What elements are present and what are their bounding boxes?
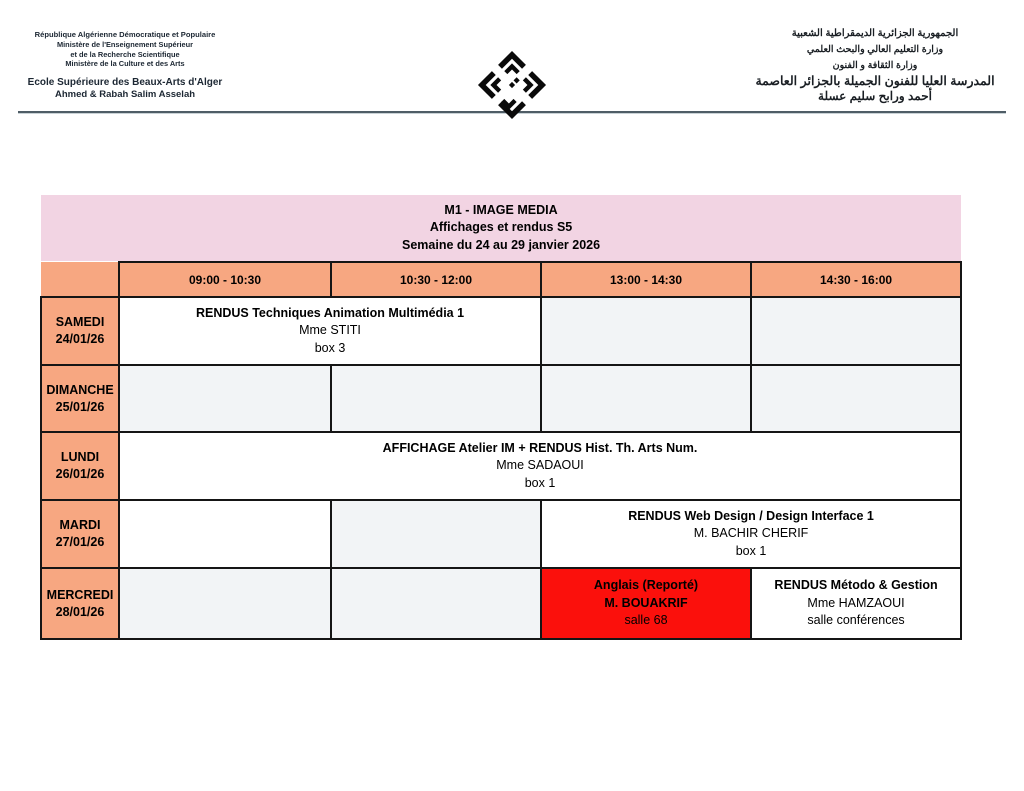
ministry-line-3: Ministère de la Culture et des Arts: [65, 59, 185, 68]
day-cell-lundi: LUNDI 26/01/26: [41, 432, 119, 500]
event-teacher: Mme SADAOUI: [496, 458, 584, 473]
day-cell-mardi: MARDI 27/01/26: [41, 500, 119, 568]
event-teacher: M. BOUAKRIF: [604, 595, 688, 610]
school-name-sub: Ahmed & Rabah Salim Asselah: [54, 88, 196, 100]
empty-cell: [331, 365, 541, 432]
ministry-line-2: et de la Recherche Scientifique: [70, 49, 180, 59]
schedule-week: Semaine du 24 au 29 janvier 2026: [402, 237, 601, 252]
ministry-line-ar-1: وزارة التعليم العالي والبحث العلمي: [806, 44, 944, 55]
republic-line: République Algérienne Démocratique et Populaire: [34, 30, 216, 39]
event-title: AFFICHAGE Atelier IM + RENDUS Hist. Th. Arts Num.: [382, 440, 698, 455]
letterhead-arabic: [742, 26, 1008, 103]
ministry-line-ar-2: وزارة الثقافة و الفنون: [832, 60, 918, 71]
event-room: salle 68: [624, 613, 668, 628]
empty-cell: [541, 297, 751, 365]
school-name-ar: المدرسة العليا للفنون الجميلة بالجزائر العاصمة: [755, 74, 995, 88]
event-title: Anglais (Reporté): [593, 578, 699, 593]
event-cell-anglais-reporte: [541, 568, 751, 639]
event-cell-rendus-animation: [119, 297, 541, 365]
school-name-sub-ar: أحمد ورابح سليم عسلة: [818, 89, 932, 103]
event-cell-rendus-metodo: [751, 568, 961, 639]
time-slot-header-3: 13:00 - 14:30: [541, 262, 751, 297]
republic-line-ar: الجمهورية الجزائرية الديمقراطية الشعبية: [791, 28, 959, 39]
letterhead-french: [25, 30, 225, 101]
schedule-title: M1 - IMAGE MEDIA: [444, 202, 558, 217]
event-room: box 3: [314, 340, 346, 355]
event-title: RENDUS Método & Gestion: [774, 578, 938, 593]
school-logo-icon: [477, 50, 547, 120]
empty-cell: [331, 500, 541, 568]
event-room: box 1: [524, 475, 556, 490]
school-name: Ecole Supérieure des Beaux-Arts d'Alger: [27, 76, 223, 88]
day-cell-dimanche: DIMANCHE 25/01/26: [41, 365, 119, 432]
empty-cell: [541, 365, 751, 432]
empty-cell: [119, 365, 331, 432]
ministry-line-1: Ministère de l'Enseignement Supérieur: [56, 40, 194, 49]
event-room: salle conférences: [807, 613, 905, 628]
empty-cell: [331, 568, 541, 639]
event-cell-affichage-atelier: [119, 432, 961, 500]
event-title: RENDUS Techniques Animation Multimédia 1: [195, 305, 465, 320]
schedule-table: [40, 195, 962, 640]
schedule-title-band: [41, 195, 961, 262]
day-cell-samedi: SAMEDI 24/01/26: [41, 297, 119, 365]
schedule-subtitle: Affichages et rendus S5: [429, 220, 573, 235]
event-title: RENDUS Web Design / Design Interface 1: [628, 508, 874, 523]
event-teacher: M. BACHIR CHERIF: [693, 526, 809, 541]
event-cell-rendus-webdesign: [541, 500, 961, 568]
event-teacher: Mme HAMZAOUI: [807, 595, 905, 610]
time-slot-header-1: 09:00 - 10:30: [119, 262, 331, 297]
empty-cell: [119, 568, 331, 639]
empty-cell: [119, 500, 331, 568]
time-slot-header-2: 10:30 - 12:00: [331, 262, 541, 297]
empty-cell: [751, 365, 961, 432]
time-slot-header-4: 14:30 - 16:00: [751, 262, 961, 297]
day-cell-mercredi: MERCREDI 28/01/26: [41, 568, 119, 639]
event-teacher: Mme STITI: [299, 323, 361, 338]
event-room: box 1: [735, 543, 767, 558]
corner-cell: [41, 262, 119, 297]
empty-cell: [751, 297, 961, 365]
